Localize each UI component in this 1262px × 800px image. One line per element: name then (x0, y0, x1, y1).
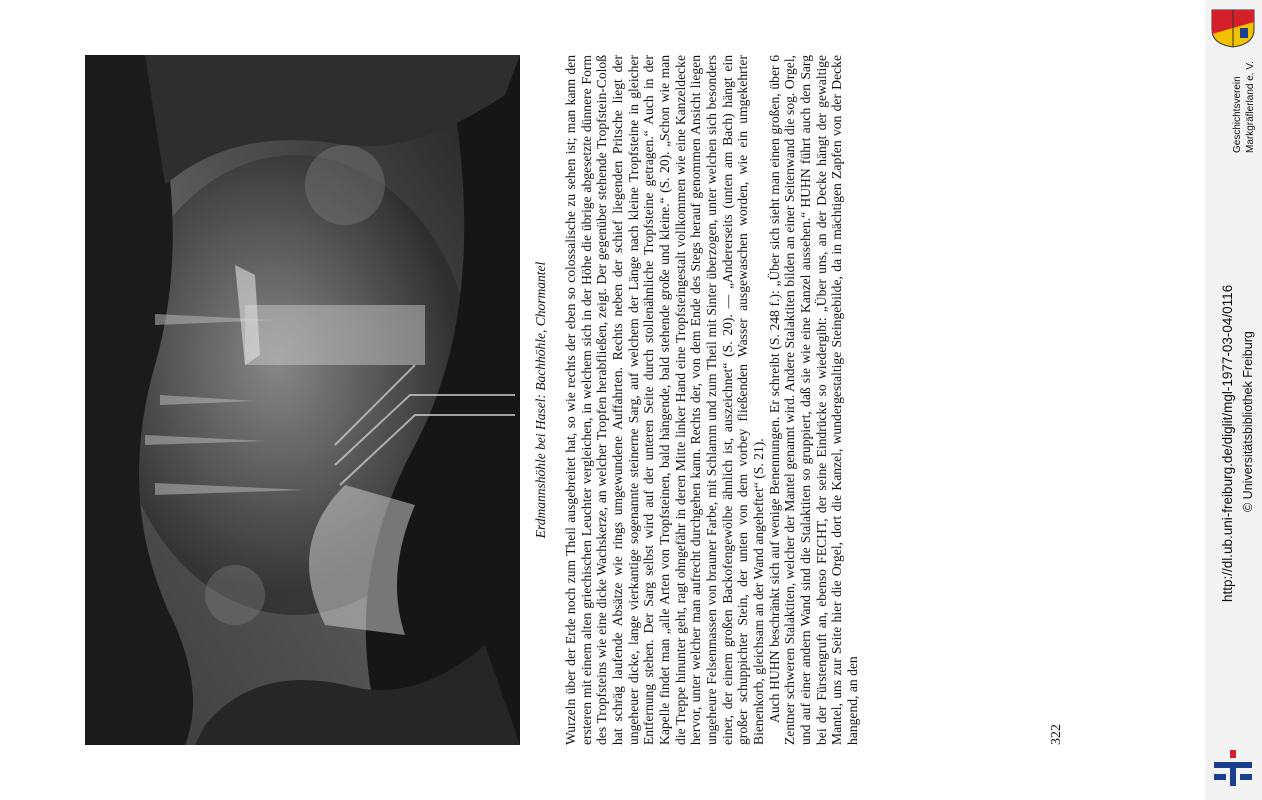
document-url-link[interactable]: http://dl.ub.uni-freiburg.de/diglit/mgl-1977-03-04/0116 (1220, 284, 1235, 602)
paragraph-1: Wurzeln über der Erde noch zum Theil ausgebreitet hat, so wie rechts der eben so colossalische zu sehen ist; man kann den ersteren mit einem alten griechischen Leuchter vergleichen, in welchem sich in der Höhe die übrige abgesetzte dünnere Form des Tropfsteins wie eine dicke Wachskerze, an welcher Tropfen herabfließen, zeigt. Der gegenüber stehende Tropfstein-Coloß hat schräg laufende Absätze wie rings umgewundene Auffahrten. Rechts neben der schief liegenden Pritsche liegt der ungeheuer dicke, lange vierkantige sogenannte steinerne Sarg, auf welchem der Länge nach kleine Tropfsteine in gleicher Entfernung stehen. Der Sarg selbst wird auf der unteren Seite durch stollenähnliche Tropfsteine getragen.“ Auch in der Kapelle findet man „alle Arten von Tropfsteinen, bald hängende, bald stehende große und kleine.“ (S. 20). „Schon wie man die Treppe hinunter geht, ragt ohngefähr in deren Mitte linker Hand eine Tropfsteingestalt vollkommen wie eine Kanzeldecke hervor, unter welcher man aufrecht durchgehen kann. Rechts der, von dem Ende des Stegs herauf genommen Ansicht liegen ungeheure Felsenmassen von brauner Farbe, mit Schlamm und zum Theil mit Sinter überzogen, unter welchen sich besonders einer, der einem großen Backofengewölbe ähnlich ist, auszeichnet“ (S. 20). — „Andererseits (unten am Bach) hängt ein großer schuppichter Stein, der unten von dem vorbey fließenden Wasser ausgewaschen worden, wie ein umgekehrter Bienenkorb, gleichsam an der Wand angeheftet“ (S. 21). (563, 55, 766, 745)
page-number: 322 (1049, 724, 1064, 745)
body-text (563, 55, 860, 745)
paragraph-2: Auch HUHN beschränkt sich auf wenige Benennungen. Er schreibt (S. 248 f.): „Über sich sieht man einen großen, über 6 Zentner schweren Stalaktiten, welcher der Mantel genannt wird. Andere Stalaktiten bilden an einer Seitenwand die sog. Orgel, und auf einer andern Wand sind die Stalaktiten so gruppiert, daß sie wie eine Kanzel aussehen.“ HUHN führt auch den Sarg bei der Fürstengruft an, ebenso FECHT, der seine Eindrücke so wiedergibt: „Über uns, an der Decke hängt der gewaltige Mantel, uns zur Seite hier die Orgel, dort die Kanzel, wundergestaltige Steingebilde, da in mächtigen Zapfen von der Decke hangend, an den (766, 55, 860, 745)
rotated-book-page (85, 55, 1085, 745)
cave-photograph (85, 55, 520, 745)
copyright-notice: © Universitätsbibliothek Freiburg (1241, 331, 1255, 512)
photo-caption: Erdmannshöhle bei Hasel: Bachhöhle, Chormantel (533, 261, 548, 539)
ub-freiburg-logo-icon (1212, 748, 1254, 788)
society-name-line2: Markgräflerland e. V. (1245, 61, 1256, 153)
coat-of-arms-icon (1210, 8, 1256, 48)
society-name-line1: Geschichtsverein (1232, 76, 1243, 153)
